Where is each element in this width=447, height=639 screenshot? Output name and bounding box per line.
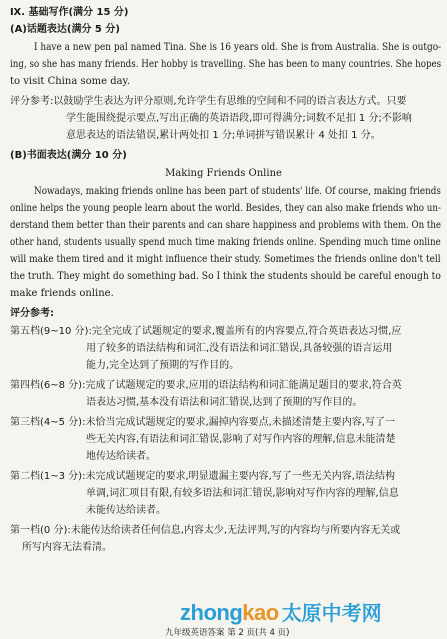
part-a-passage-line: ing, so she has many friends. Her hobby is travelling. She has been to many countries. She hopes <box>10 59 442 70</box>
tier-2-line: 未能传达给读者。 <box>86 505 166 516</box>
part-a-passage-line: to visit China some day. <box>10 76 131 87</box>
watermark-brand-b: kao <box>242 600 279 625</box>
site-watermark <box>180 597 382 623</box>
essay-title: Making Friends Online <box>165 168 282 179</box>
watermark-brand-a: zhong <box>180 600 243 625</box>
watermark-brand-cn: 太原中考网 <box>281 601 382 625</box>
tier-4-line: 第四档(6~8 分):完成了试题规定的要求,应用的语法结构和词汇能满足题目的要求,符合英 <box>10 380 402 391</box>
tier-5-line: 能力,完全达到了预期的写作目的。 <box>86 360 240 371</box>
tier-1-line: 第一档(0 分):未能传达给读者任何信息,内容太少,无法评判,写的内容均与所要内容无关或 <box>10 525 401 536</box>
tier-5-line: 用了较多的语法结构和词汇,没有语法和词汇错误,具备较强的语言运用 <box>86 343 393 354</box>
part-b-heading: (B)书面表达(满分 10 分) <box>10 150 127 161</box>
essay-line: the truth. They might do something bad. So I think the students should be careful enough to <box>10 271 441 282</box>
tier-3-line: 地传达给读者。 <box>86 451 156 462</box>
part-b-scoring-heading: 评分参考: <box>10 308 54 319</box>
essay-line: other hand, students usually spend much time making friends online. Spending much time online <box>10 237 441 248</box>
essay-line: derstand them better than their parents and can share happiness and problems with them. On the <box>10 220 441 231</box>
essay-line: make friends online. <box>10 288 114 299</box>
essay-line: will make them tired and it might influence their study. Sometimes the friends online don't tell <box>10 254 441 265</box>
tier-3-line: 第三档(4~5 分):未恰当完成试题规定的要求,漏掉内容要点,未描述清楚主要内容,写了一 <box>10 417 395 428</box>
tier-4-line: 语表达习惯,基本没有语法和词汇错误,达到了预期的写作目的。 <box>86 397 363 408</box>
tier-1-line: 所写内容无法看清。 <box>22 542 112 553</box>
tier-5-line: 第五档(9~10 分):完全完成了试题规定的要求,覆盖所有的内容要点,符合英语表达习惯,应 <box>10 326 402 337</box>
essay-line: online helps the young people learn about the world. Besides, they can also make friends who un- <box>10 203 441 214</box>
page-footer: 九年级英语答案 第 2 页(共 4 页) <box>165 628 290 638</box>
section-heading: Ⅸ. 基础写作(满分 15 分) <box>10 7 129 18</box>
tier-3-line: 些无关内容,有语法和词汇错误,影响了对写作内容的理解,信息未能清楚 <box>86 434 396 445</box>
tier-2-line: 第二档(1~3 分):未完成试题规定的要求,明显遗漏主要内容,写了一些无关内容,语法结构 <box>10 471 395 482</box>
essay-line: Nowadays, making friends online has been part of students' life. Of course, making friends <box>34 186 441 197</box>
part-a-scoring-line: 评分参考:以鼓励学生表达为评分原则,允许学生有思维的空间和不同的语言表达方式。只要 <box>10 96 407 107</box>
tier-2-line: 单调,词汇项目有限,有较多语法和词汇错误,影响对写作内容的理解,信息 <box>86 488 399 499</box>
part-a-scoring-line: 意思表达的语法错误,累计两处扣 1 分;单词拼写错误累计 4 处扣 1 分。 <box>66 130 381 141</box>
part-a-passage-line: I have a new pen pal named Tina. She is 16 years old. She is from Australia. She is outgo- <box>34 42 442 53</box>
part-a-heading: (A)话题表达(满分 5 分) <box>10 24 120 35</box>
part-a-scoring-line: 学生能围绕提示要点,写出正确的英语语段,即可得满分;词数不足扣 1 分;不影响 <box>66 113 412 124</box>
